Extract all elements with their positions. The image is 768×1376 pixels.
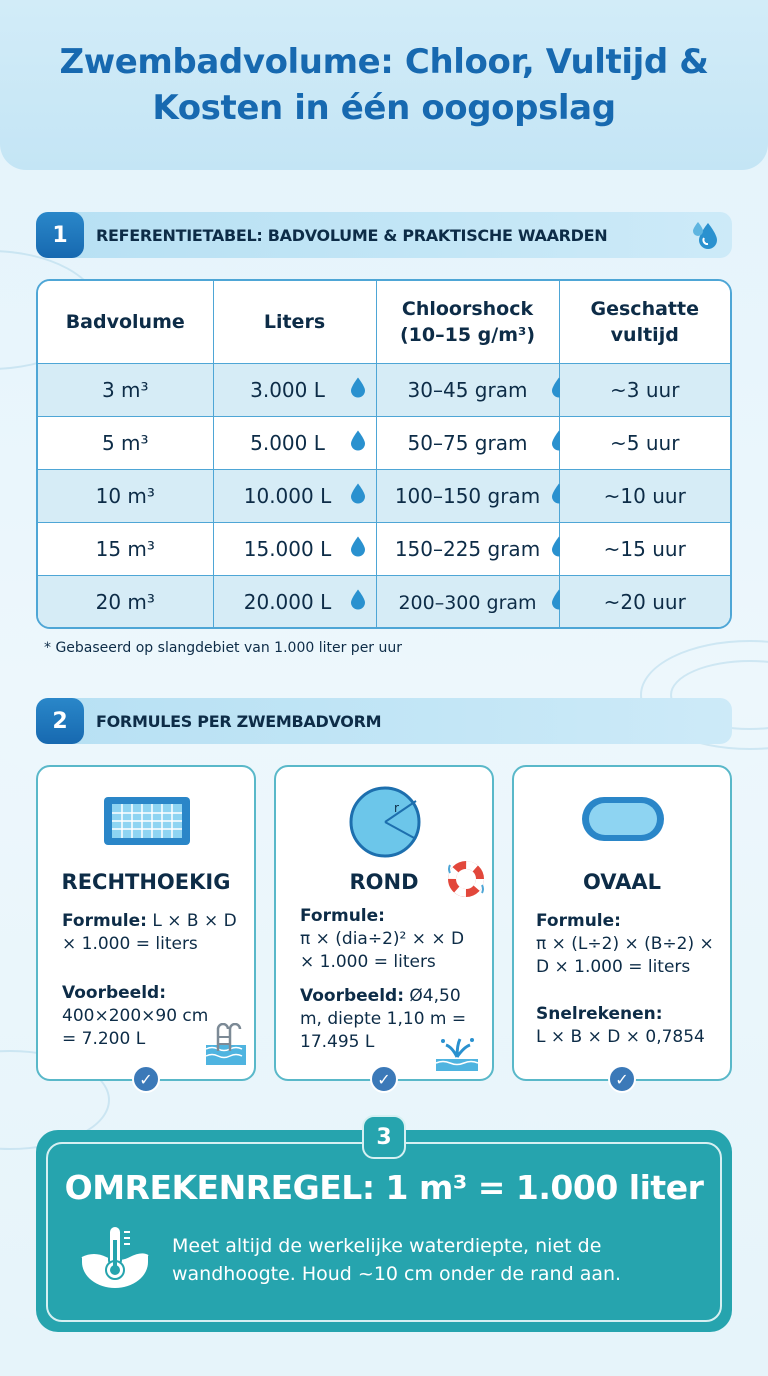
section-number: 3 (362, 1115, 406, 1159)
liters-cell: 15.000 L (213, 522, 376, 575)
liters-cell: 5.000 L (213, 416, 376, 469)
rule-description: Meet altijd de werkelijke waterdiepte, niet de wandhoogte. Houd ~10 cm onder de rand aan. (172, 1235, 622, 1285)
card-quick-calc: Snelrekenen: L × B × D × 0,7854 (536, 1004, 705, 1047)
table-header-row (38, 281, 730, 363)
section-title: FORMULES PER ZWEMBADVORM (96, 711, 382, 731)
reference-table (36, 279, 732, 629)
water-drop-icon (350, 588, 366, 615)
oval-pool-icon (580, 795, 666, 847)
chlorine-cell: 50–75 gram (376, 416, 559, 469)
page-title: Zwembadvolume: Chloor, Vultijd & Kosten in één oogopslag (59, 42, 709, 128)
card-example: Voorbeeld: 400×200×90 cm = 7.200 L (62, 983, 209, 1049)
time-cell: ~20 uur (559, 575, 730, 628)
section-2-header (36, 698, 732, 744)
check-icon: ✓ (132, 1065, 160, 1093)
liters-cell: 20.000 L (213, 575, 376, 628)
table-row (38, 575, 730, 628)
rule-title: OMREKENREGEL: 1 m³ = 1.000 liter (64, 1168, 704, 1207)
card-formula: Formule: π × (dia÷2)² × × D × 1.000 = liters (300, 906, 465, 972)
chlorine-cell: 30–45 gram (376, 363, 559, 416)
formula-card-rectangular (36, 765, 256, 1089)
card-title: RECHTHOEKIG (61, 870, 231, 894)
thermometer-water-icon (78, 1222, 152, 1292)
section-title: REFERENTIETABEL: BADVOLUME & PRAKTISCHE WAARDEN (96, 225, 608, 245)
table-row (38, 469, 730, 522)
table-row (38, 416, 730, 469)
svg-text:r: r (394, 801, 399, 815)
volume-cell: 10 m³ (38, 469, 213, 522)
volume-cell: 20 m³ (38, 575, 213, 628)
check-icon: ✓ (370, 1065, 398, 1093)
column-header: Chloorshock (10–15 g/m³) (376, 281, 559, 363)
water-drop-icon (350, 429, 366, 456)
column-header: Geschatte vultijd (559, 281, 730, 363)
table-row (38, 363, 730, 416)
column-header: Liters (213, 281, 376, 363)
volume-cell: 15 m³ (38, 522, 213, 575)
check-icon: ✓ (608, 1065, 636, 1093)
time-cell: ~15 uur (559, 522, 730, 575)
card-title: OVAAL (582, 870, 661, 894)
section-number: 2 (36, 698, 84, 744)
liters-cell: 3.000 L (213, 363, 376, 416)
water-drop-icon (350, 482, 366, 509)
card-formula: Formule: π × (L÷2) × (B÷2) × D × 1.000 = liters (536, 911, 714, 977)
round-pool-icon (348, 785, 422, 863)
card-example: Voorbeeld: Ø4,50 m, diepte 1,10 m = 17.495 L (300, 986, 467, 1052)
table-footnote: * Gebaseerd op slangdebiet van 1.000 liter per uur (44, 640, 403, 656)
volume-cell: 3 m³ (38, 363, 213, 416)
table-row (38, 522, 730, 575)
water-drop-icon (350, 376, 366, 403)
formula-card-oval (512, 765, 732, 1089)
volume-cell: 5 m³ (38, 416, 213, 469)
pool-ladder-icon (204, 1023, 248, 1071)
section-1-header (36, 212, 732, 258)
liters-cell: 10.000 L (213, 469, 376, 522)
chlorine-cell: 100–150 gram (376, 469, 559, 522)
column-header: Badvolume (38, 281, 213, 363)
water-drop-icon (350, 535, 366, 562)
time-cell: ~5 uur (559, 416, 730, 469)
card-title: ROND (349, 870, 419, 894)
chlorine-cell: 150–225 gram (376, 522, 559, 575)
formula-card-round (274, 765, 494, 1089)
rectangular-pool-icon (102, 795, 192, 851)
time-cell: ~3 uur (559, 363, 730, 416)
water-splash-icon (434, 1037, 480, 1077)
chlorine-cell: 200–300 gram (376, 575, 559, 628)
page-header (0, 0, 768, 170)
section-number: 1 (36, 212, 84, 258)
water-drops-icon (690, 220, 720, 254)
time-cell: ~10 uur (559, 469, 730, 522)
card-formula: Formule: L × B × D × 1.000 = liters (62, 911, 237, 954)
